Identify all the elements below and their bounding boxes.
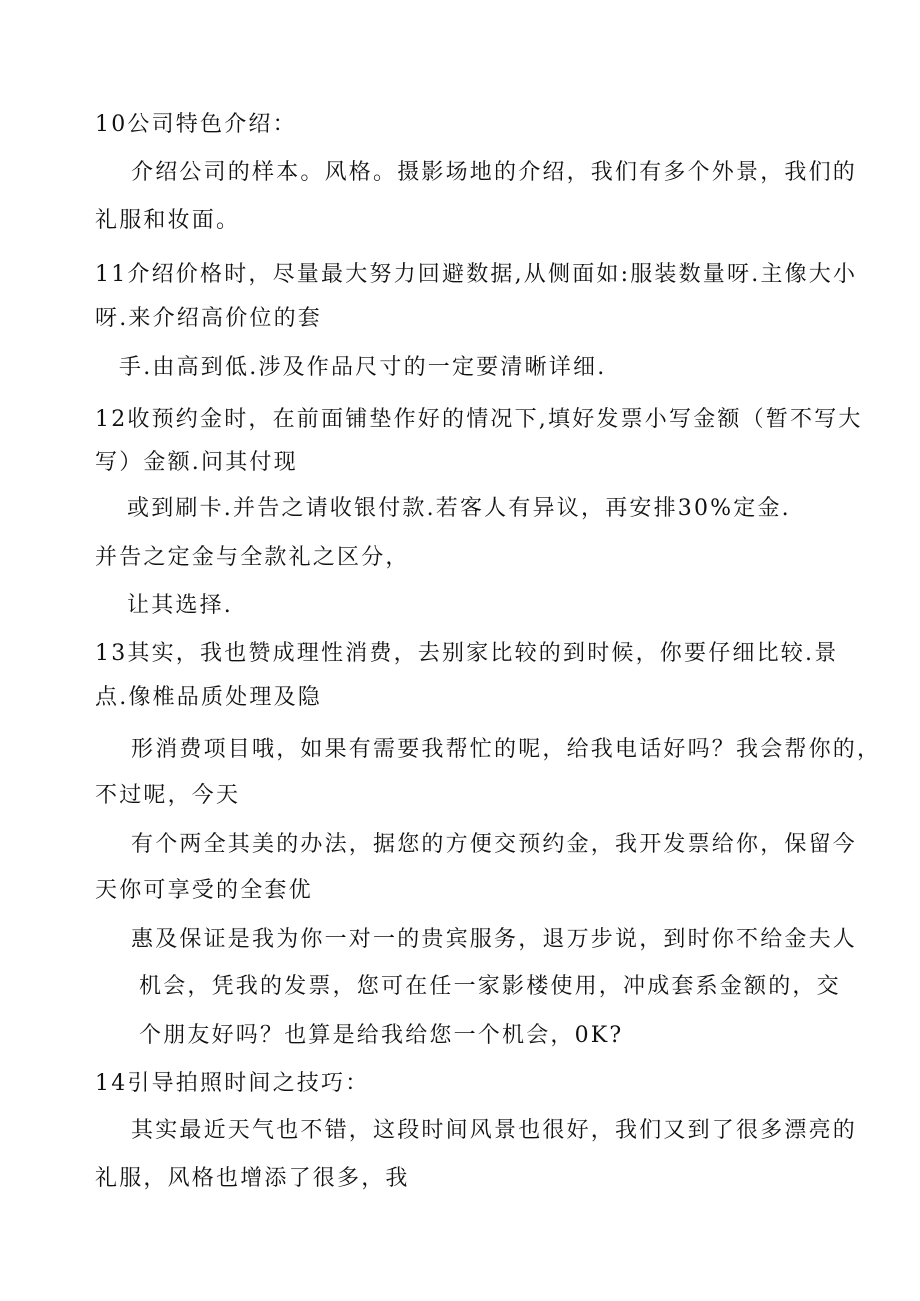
- paragraph-line: 天你可享受的全套优: [95, 878, 313, 903]
- paragraph-line: 形消费项目哦，如果有需要我帮忙的呢，给我电话好吗？我会帮你的，: [131, 737, 882, 762]
- paragraph-line: 并告之定金与全款礼之区分，: [95, 545, 410, 570]
- paragraph-line: 点.像椎品质处理及隐: [95, 685, 322, 710]
- paragraph-line: 有个两全其美的办法，据您的方便交预约金，我开发票给你，保留今: [131, 832, 858, 857]
- paragraph-line: 介绍公司的样本。风格。摄影场地的介绍，我们有多个外景，我们的: [131, 160, 858, 185]
- section-heading-13: 13其实，我也赞成理性消费，去别家比较的到时候，你要仔细比较.景: [95, 641, 839, 666]
- paragraph-line: 不过呢，今天: [95, 783, 241, 808]
- paragraph-line: 写）金额.问其付现: [95, 450, 298, 475]
- section-heading-11: 11介绍价格时，尽量最大努力回避数据,从侧面如:服装数量呀.主像大小: [95, 262, 858, 287]
- paragraph-line: 让其选择.: [127, 593, 233, 618]
- paragraph-line: 个朋友好吗？也算是给我给您一个机会，0K?: [139, 1023, 624, 1048]
- section-heading-12: 12收预约金时，在前面铺垫作好的情况下,填好发票小写金额（暂不写大: [95, 407, 863, 432]
- paragraph-line: 惠及保证是我为你一对一的贵宾服务，退万步说，到时你不给金夫人: [131, 927, 858, 952]
- section-heading-10: 10公司特色介绍：: [95, 112, 297, 137]
- paragraph-line: 呀.来介绍高价位的套: [95, 306, 322, 331]
- paragraph-line: 手.由高到低.涉及作品尺寸的一定要清晰详细.: [119, 355, 607, 380]
- paragraph-line: 其实最近天气也不错，这段时间风景也很好，我们又到了很多漂亮的: [131, 1118, 858, 1143]
- paragraph-line: 或到刷卡.并告之请收银付款.若客人有异议，再安排30%定金.: [127, 496, 791, 521]
- paragraph-line: 礼服和妆面。: [95, 208, 241, 233]
- paragraph-line: 礼服，风格也增添了很多，我: [95, 1166, 410, 1191]
- section-heading-14: 14引导拍照时间之技巧：: [95, 1071, 370, 1096]
- paragraph-line: 机会，凭我的发票，您可在任一家影楼使用，冲成套系金额的，交: [139, 974, 841, 999]
